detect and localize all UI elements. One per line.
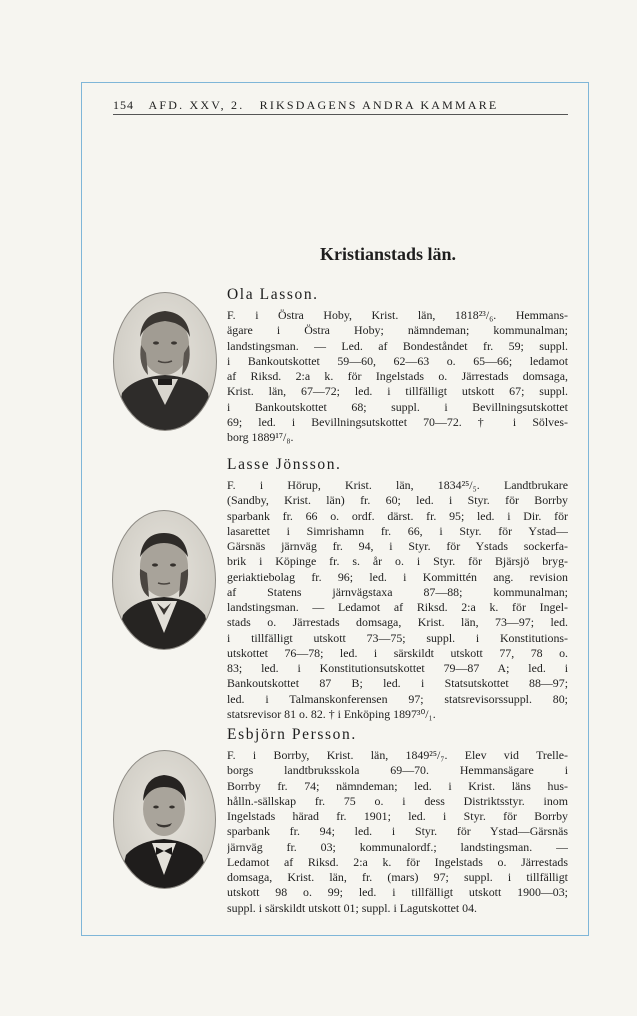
entry-esbjorn-persson <box>227 726 568 916</box>
bio-line: järnväg fr. 03; kommunalordf.; landstingsman. — <box>227 839 568 854</box>
bio-line: stads o. Järrestads domsaga, Krist. län, 73—97; led. <box>227 615 568 630</box>
bio-line: ägare i Östra Hoby; nämndeman; kommunalman; <box>227 323 568 338</box>
bio-line: statsrevisor 81 o. 82. † i Enköping 1897³⁰/₁. <box>227 706 436 721</box>
portrait-image <box>114 751 215 888</box>
entry-biography <box>227 478 568 722</box>
county-heading: Kristianstads län. <box>320 244 457 264</box>
page-number: 154 <box>113 98 134 112</box>
entry-biography <box>227 308 568 445</box>
bio-line: F. i Borrby, Krist. län, 1849²⁵/₇. Elev vid Trelle- <box>227 748 568 762</box>
portrait-ola-lasson <box>113 292 217 431</box>
bio-line: landstingsman. — Ledamot af Riksd. 2:a k. för Ingel- <box>227 600 568 614</box>
bio-line: sparbank fr. 66 o. ordf. därst. fr. 95; led. i Dir. för <box>227 508 568 523</box>
bio-line: Ledamot af Riksd. 2:a k. för Ingelstads o. Järrestads <box>227 854 568 869</box>
bio-line: borg 1889¹⁷/₈. <box>227 430 294 444</box>
section-label: AFD. XXV, 2. <box>148 98 245 112</box>
bio-line: 69; led. i Bevillningsutskottet 70—72. † i Sölves- <box>227 414 568 429</box>
bio-line: i Bankoutskottet 59—60, 62—63 o. 65—66; ledamot <box>227 353 568 368</box>
bio-line: F. i Hörup, Krist. län, 1834²⁵/₅. Landtbrukare <box>227 478 568 492</box>
bio-line: F. i Östra Hoby, Krist. län, 1818²³/₆. Hemmans- <box>227 308 568 322</box>
bio-line: lasarettet i Simrishamn fr. 66, i Styr. för Ystad— <box>227 523 568 538</box>
bio-line: af Riksd. 2:a k. för Ingelstads o. Järrestads domsaga, <box>227 369 568 383</box>
bio-line: Krist. län, 67—72; led. i tillfälligt utskott 67; suppl. <box>227 384 568 399</box>
bio-line: utskottet 76—78; led. i särskildt utskott 77, 78 o. <box>227 645 568 660</box>
bio-line: hålln.-sällskap fr. 75 o. i dess Distriktsstyr. inom <box>227 793 568 808</box>
entry-name: Lasse Jönsson. <box>227 456 342 473</box>
bio-line: borgs landtbruksskola 69—70. Hemmansägare i <box>227 763 568 778</box>
entry-name: Esbjörn Persson. <box>227 726 357 743</box>
bio-line: i tillfälligt utskott 73—75; suppl. i Konstitutions- <box>227 630 568 645</box>
bio-line: suppl. i särskildt utskott 01; suppl. i Lagutskottet 04. <box>227 900 478 915</box>
portrait-image <box>114 293 216 430</box>
bio-line: 83; led. i Konstitutionsutskottet 79—87 A; led. i <box>227 661 568 675</box>
bio-line: af Statens järnvägstaxa 87—88; kommunalman; <box>227 584 568 599</box>
bio-line: Bankoutskottet 87 B; led. i Statsutskottet 88—97; <box>227 676 568 691</box>
bio-line: domsaga, Krist. län, fr. (mars) 97; suppl. i tillfälligt <box>227 870 568 884</box>
running-title: RIKSDAGENS ANDRA KAMMARE <box>259 98 499 112</box>
running-head <box>113 98 583 113</box>
bio-line: landstingsman. — Led. af Bondeståndet fr. 59; suppl. <box>227 338 568 353</box>
bio-line: sparbank fr. 94; led. i Styr. för Ystad—Gärsnäs <box>227 824 568 839</box>
portrait-image <box>113 511 215 649</box>
entry-biography <box>227 748 568 916</box>
header-rule <box>113 114 568 115</box>
bio-line: i Bankoutskottet 68; suppl. i Bevillningsutskottet <box>227 399 568 414</box>
bio-line: (Sandby, Krist. län) fr. 60; led. i Styr. för Borrby <box>227 493 568 508</box>
bio-line: Ingelstads härad fr. 1901; led. i Styr. för Borrby <box>227 809 568 823</box>
bio-line: brik i Köpinge fr. s. år o. i Styr. för Bjärsjö bryg- <box>227 554 568 569</box>
bio-line: led. i Talmanskonferensen 97; statsrevisorssuppl. 80; <box>227 691 568 706</box>
bio-line: Gärsnäs järnväg fr. 94, i Styr. för Ystads sockerfa- <box>227 539 568 553</box>
portrait-esbjorn-persson <box>113 750 216 889</box>
entry-ola-lasson <box>227 286 568 445</box>
entry-lasse-jonsson <box>227 456 568 722</box>
entry-name: Ola Lasson. <box>227 286 319 303</box>
bio-line: utskott 98 o. 99; led. i tillfälligt utskott 1900—03; <box>227 885 568 900</box>
portrait-lasse-jonsson <box>112 510 216 650</box>
bio-line: Borrby fr. 74; nämndeman; led. i Krist. läns hus- <box>227 778 568 793</box>
bio-line: geriaktiebolag fr. 96; led. i Kommittén ang. revision <box>227 569 568 584</box>
